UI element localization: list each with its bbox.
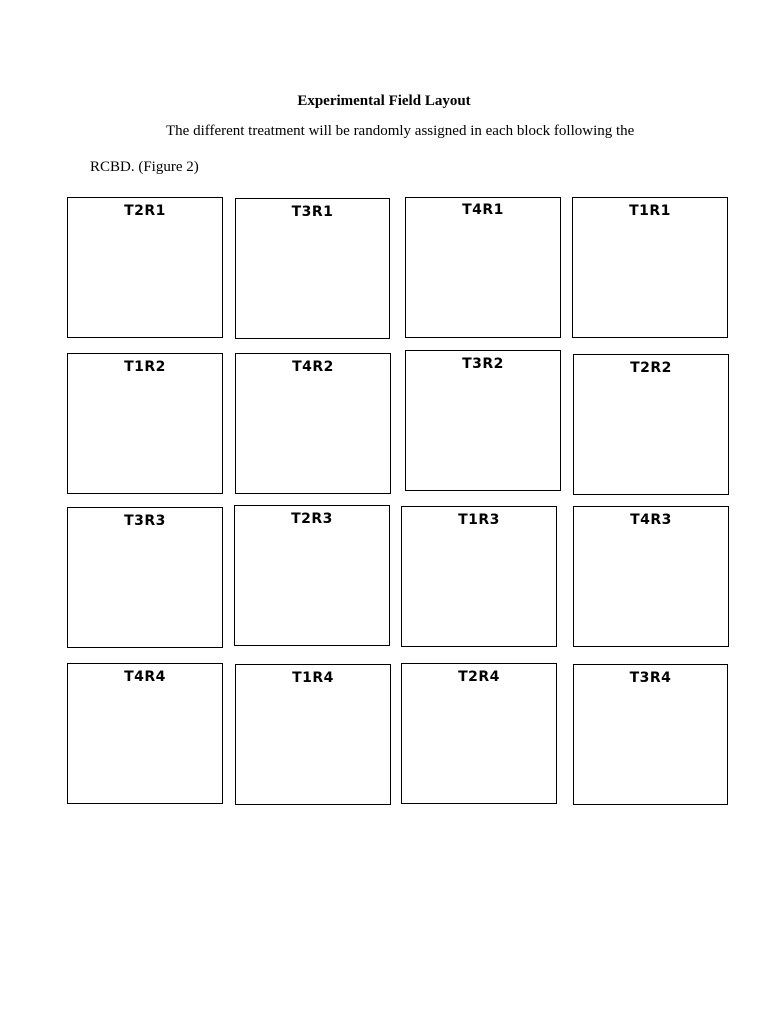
plot-label: T3R3: [124, 513, 166, 529]
page-title: Experimental Field Layout: [297, 93, 471, 109]
plot-label: T4R1: [462, 202, 504, 218]
plot-box: [405, 350, 561, 491]
plot-label: T2R3: [291, 511, 333, 527]
plot-box: [573, 664, 728, 805]
plot-box: [67, 197, 223, 338]
plot-box: [67, 507, 223, 648]
plot-box: [235, 198, 390, 339]
plot-box: [235, 664, 391, 805]
plot-box: [67, 663, 223, 804]
plot-label: T4R2: [292, 359, 334, 375]
plot-box: [405, 197, 561, 338]
plot-box: [67, 353, 223, 494]
plot-label: T1R4: [292, 670, 334, 686]
plot-label: T3R2: [462, 356, 504, 372]
plot-box: [235, 353, 391, 494]
plot-label: T2R4: [458, 669, 500, 685]
plot-label: T2R1: [124, 203, 166, 219]
plot-label: T1R3: [458, 512, 500, 528]
plot-box: [234, 505, 390, 646]
plot-label: T3R4: [629, 670, 672, 686]
plot-label: T4R3: [630, 512, 672, 528]
plot-label: T3R1: [291, 204, 334, 220]
plot-box: [401, 663, 557, 804]
plot-box: [572, 197, 728, 338]
plot-box: [401, 506, 557, 647]
plot-label: T2R2: [630, 360, 672, 376]
plot-box: [573, 506, 729, 647]
plot-label: T4R4: [124, 669, 166, 685]
plot-box: [573, 354, 729, 495]
description-line-1: The different treatment will be randomly assigned in each block following the: [166, 123, 635, 139]
description-line-2: RCBD. (Figure 2): [90, 159, 199, 175]
plot-label: T1R2: [124, 359, 166, 375]
plot-label: T1R1: [629, 203, 671, 219]
